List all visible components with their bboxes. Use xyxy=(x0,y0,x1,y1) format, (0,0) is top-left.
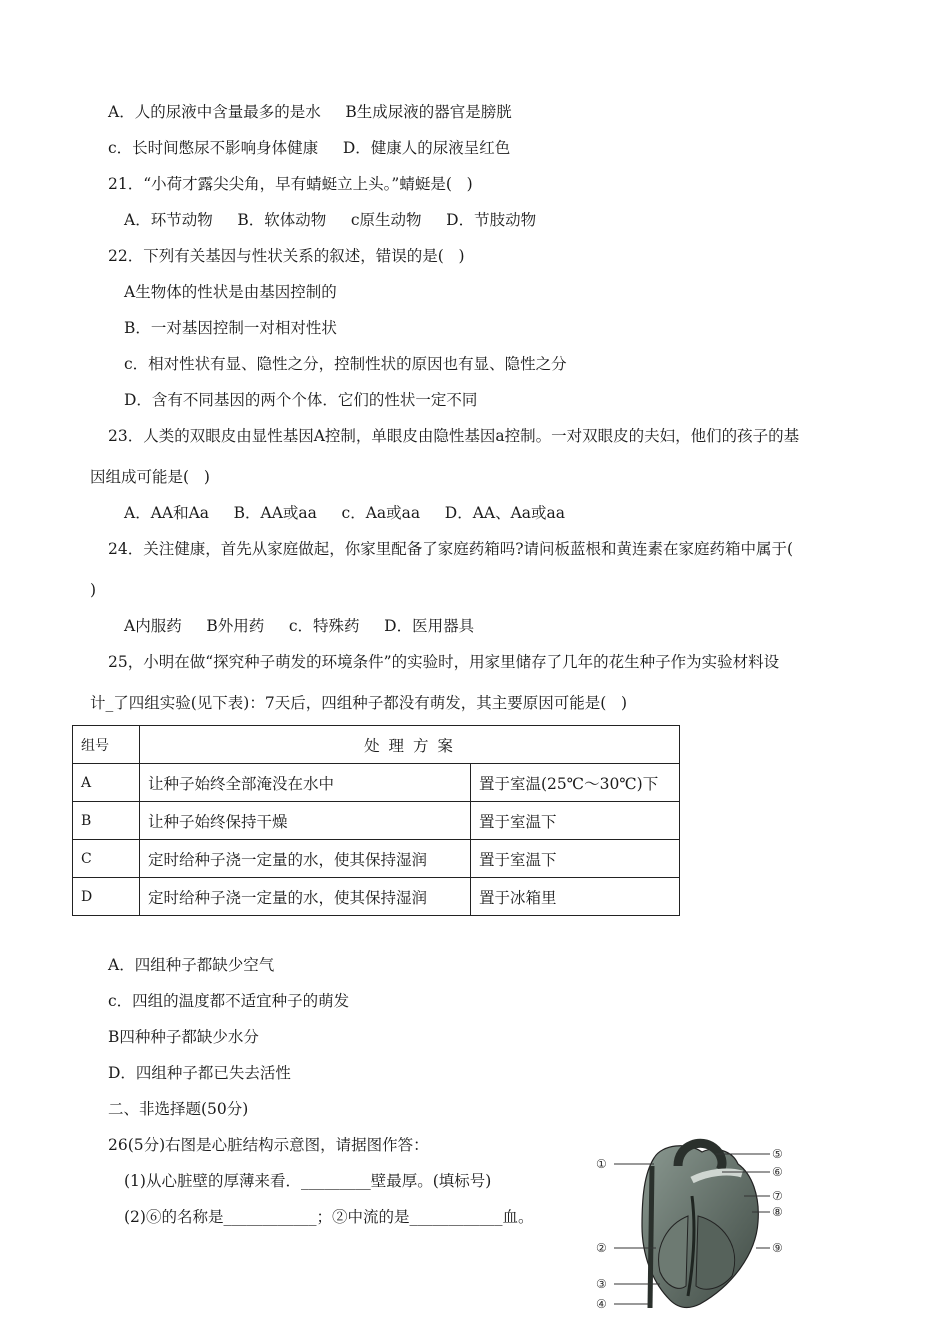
q24-stem-cont: ) xyxy=(90,581,97,599)
q23-stem-cont: 因组成可能是( ) xyxy=(90,468,210,486)
heart-label-1: ① xyxy=(596,1157,607,1171)
experiment-table xyxy=(72,725,680,916)
section-heading: 二、非选择题(50分) xyxy=(108,1100,249,1118)
q21-stem: 21．“小荷才露尖尖角，早有蜻蜓立上头。”蜻蜓是( ) xyxy=(108,175,473,193)
heart-label-4: ④ xyxy=(596,1297,607,1311)
heart-label-3: ③ xyxy=(596,1277,607,1291)
heart-label-8: ⑧ xyxy=(772,1205,783,1219)
table-header-group: 组号 xyxy=(73,726,140,764)
q23-options: A．AA和Aa B．AA或aa c．Aa或aa D．AA、Aa或aa xyxy=(124,504,566,522)
table-cell-treatment: 定时给种子浇一定量的水，使其保持湿润 xyxy=(140,878,471,916)
q24-options: A内服药 B外用药 c．特殊药 D．医用器具 xyxy=(124,617,475,635)
table-cell-location: 置于室温下 xyxy=(471,840,680,878)
table-cell-location: 置于室温(25℃～30℃)下 xyxy=(471,764,680,802)
q25-option-d: D．四组种子都已失去活性 xyxy=(108,1064,291,1082)
heart-label-2: ② xyxy=(596,1241,607,1255)
table-cell-group: C xyxy=(73,840,140,878)
q26-part-2: (2)⑥的名称是____________；②中流的是____________血。 xyxy=(124,1208,534,1226)
q20-options-ab: A．人的尿液中含量最多的是水 B生成尿液的器官是膀胱 xyxy=(108,103,512,121)
heart-label-7: ⑦ xyxy=(772,1189,783,1203)
q25-stem-cont: 计_了四组实验(见下表)：7天后，四组种子都没有萌发，其主要原因可能是( ) xyxy=(90,694,628,712)
table-cell-group: B xyxy=(73,802,140,840)
table-row xyxy=(73,840,680,878)
table-row xyxy=(73,764,680,802)
table-cell-treatment: 定时给种子浇一定量的水，使其保持湿润 xyxy=(140,840,471,878)
q22-option-b: B．一对基因控制一对相对性状 xyxy=(124,319,337,337)
heart-label-9: ⑨ xyxy=(772,1241,783,1255)
q25-option-a: A．四组种子都缺少空气 xyxy=(108,956,275,974)
table-cell-treatment: 让种子始终全部淹没在水中 xyxy=(140,764,471,802)
heart-diagram xyxy=(592,1136,792,1316)
table-cell-location: 置于冰箱里 xyxy=(471,878,680,916)
q22-stem: 22．下列有关基因与性状关系的叙述，错误的是( ) xyxy=(108,247,465,265)
table-row xyxy=(73,802,680,840)
q20-options-cd: c．长时间憋尿不影响身体健康 D．健康人的尿液呈红色 xyxy=(108,139,511,157)
q26-stem: 26(5分)右图是心脏结构示意图，请据图作答： xyxy=(108,1136,429,1154)
heart-label-6: ⑥ xyxy=(772,1165,783,1179)
q25-option-c: c．四组的温度都不适宜种子的萌发 xyxy=(108,992,350,1010)
table-cell-treatment: 让种子始终保持干燥 xyxy=(140,802,471,840)
q22-option-a: A生物体的性状是由基因控制的 xyxy=(124,283,337,301)
q25-stem: 25，小明在做“探究种子萌发的环境条件”的实验时，用家里储存了几年的花生种子作为实验材料设 xyxy=(108,653,780,671)
table-cell-group: A xyxy=(73,764,140,802)
table-header-row xyxy=(73,726,680,764)
q23-stem: 23．人类的双眼皮由显性基因A控制，单眼皮由隐性基因a控制。一对双眼皮的夫妇，他们的孩子的基 xyxy=(108,427,800,445)
q24-stem: 24．关注健康，首先从家庭做起，你家里配备了家庭药箱吗?请问板蓝根和黄连素在家庭药箱中属于( xyxy=(108,540,794,558)
vena-cava-shape xyxy=(650,1166,652,1308)
q21-options: A．环节动物 B．软体动物 c原生动物 D．节肢动物 xyxy=(124,211,537,229)
table-header-plan: 处 理 方 案 xyxy=(140,726,680,764)
q25-option-b: B四种种子都缺少水分 xyxy=(108,1028,259,1046)
q26-part-1: (1)从心脏壁的厚薄来看．_________壁最厚。(填标号) xyxy=(124,1172,492,1190)
q22-option-d: D．含有不同基因的两个个体．它们的性状一定不同 xyxy=(124,391,478,409)
table-row xyxy=(73,878,680,916)
table-cell-group: D xyxy=(73,878,140,916)
table-cell-location: 置于室温下 xyxy=(471,802,680,840)
q22-option-c: c．相对性状有显、隐性之分，控制性状的原因也有显、隐性之分 xyxy=(124,355,567,373)
heart-label-5: ⑤ xyxy=(772,1147,783,1161)
